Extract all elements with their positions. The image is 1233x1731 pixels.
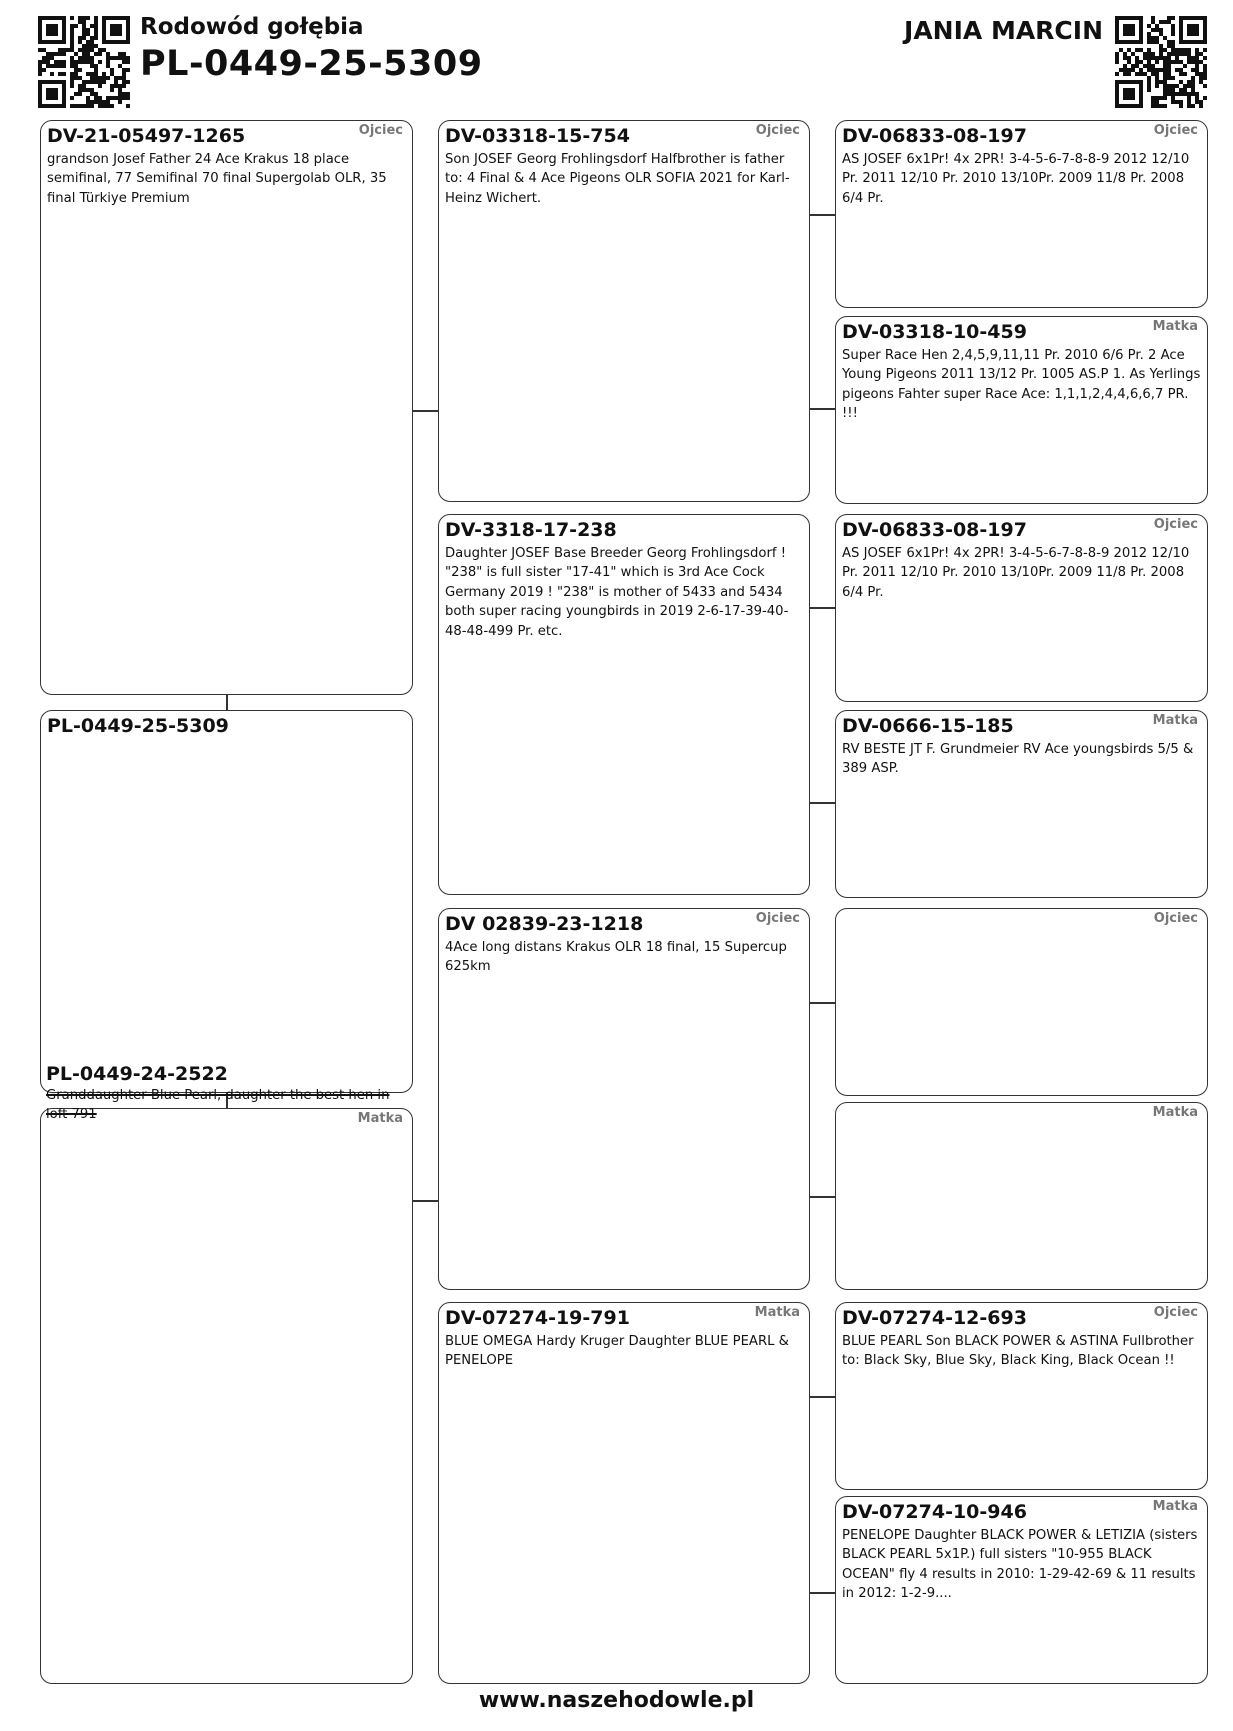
connector-line — [412, 410, 438, 412]
description: BLUE OMEGA Hardy Kruger Daughter BLUE PEARL & PENELOPE — [445, 1334, 789, 1369]
description: Super Race Hen 2,4,5,9,11,11 Pr. 2010 6/6 Pr. 2 Ace Young Pigeons 2011 13/12 Pr. 1005 AS.P 1. As Yerlings pigeons Fahter super Race Ace: 1,1,1,2,4,4,6,6,7 PR. !!! — [842, 348, 1201, 422]
owner-name: JANIA MARCIN — [904, 16, 1103, 45]
ring-number: PL-0449-24-2522 — [46, 1063, 228, 1085]
pedigree-box-mm — [438, 1302, 810, 1684]
description: Daughter JOSEF Base Breeder Georg Frohlingsdorf ! "238" is full sister "17-41" which is 3rd Ace Cock Germany 2019 ! "238" is mother of 5433 and 5434 both super racing youngbirds in 2019 2-6-17-39-40-48-48-499 Pr. etc. — [445, 546, 789, 639]
pedigree-box-fmm — [835, 710, 1208, 898]
ring-number: DV-07274-12-693 — [842, 1307, 1027, 1329]
sex-label: Matka — [1152, 319, 1198, 334]
description: RV BESTE JT F. Grundmeier RV Ace youngsbirds 5/5 & 389 ASP. — [842, 742, 1194, 777]
sex-label: Ojciec — [1153, 517, 1198, 532]
ring-number: DV-03318-10-459 — [842, 321, 1027, 343]
pedigree-box-fm — [438, 514, 810, 895]
sex-label: Matka — [1152, 713, 1198, 728]
pedigree-box-ffm — [835, 316, 1208, 504]
ring-number: PL-0449-25-5309 — [47, 715, 229, 737]
pedigree-box-mfm — [835, 1102, 1208, 1290]
pedigree-box-mf — [438, 908, 810, 1290]
connector-line — [809, 1592, 835, 1594]
sex-label: Ojciec — [358, 123, 403, 138]
pedigree-box-father — [40, 120, 413, 695]
sex-label: Ojciec — [1153, 123, 1198, 138]
description: 4Ace long distans Krakus OLR 18 final, 15 Supercup 625km — [445, 940, 787, 975]
description: Son JOSEF Georg Frohlingsdorf Halfbrother is father to: 4 Final & 4 Ace Pigeons OLR SOFIA 2021 for Karl-Heinz Wichert. — [445, 152, 790, 206]
sex-label: Ojciec — [1153, 1305, 1198, 1320]
pedigree-box-mff — [835, 908, 1208, 1096]
sex-label: Matka — [754, 1305, 800, 1320]
pedigree-box-ff — [438, 120, 810, 502]
sex-label: Matka — [1152, 1499, 1198, 1514]
footer-website: www.naszehodowle.pl — [478, 1688, 755, 1713]
ring-number: DV-06833-08-197 — [842, 125, 1027, 147]
pedigree-box-subject — [40, 710, 413, 1093]
ring-number: DV-0666-15-185 — [842, 715, 1014, 737]
connector-line — [809, 1002, 835, 1004]
connector-line — [809, 1396, 835, 1398]
ring-number: DV-07274-19-791 — [445, 1307, 630, 1329]
ring-number: DV-21-05497-1265 — [47, 125, 246, 147]
qr-code-icon — [38, 16, 130, 108]
description: AS JOSEF 6x1Pr! 4x 2PR! 3-4-5-6-7-8-8-9 2012 12/10 Pr. 2011 12/10 Pr. 2010 13/10Pr. 2009 11/8 Pr. 2008 6/4 Pr. — [842, 152, 1190, 206]
pedigree-box-fmf — [835, 514, 1208, 702]
sex-label: Ojciec — [755, 123, 800, 138]
description: grandson Josef Father 24 Ace Krakus 18 place semifinal, 77 Semifinal 70 final Supergolab OLR, 35 final Türkiye Premium — [47, 152, 387, 206]
pedigree-box-mmm — [835, 1496, 1208, 1684]
ring-number: DV-07274-10-946 — [842, 1501, 1027, 1523]
description: Granddaughter Blue Pearl, daughter the best hen in loft 791 — [46, 1088, 390, 1123]
ring-number: DV-03318-15-754 — [445, 125, 630, 147]
connector-line — [809, 408, 835, 410]
connector-line — [809, 607, 835, 609]
description: BLUE PEARL Son BLACK POWER & ASTINA Fullbrother to: Black Sky, Blue Sky, Black King, Black Ocean !! — [842, 1334, 1194, 1369]
pedigree-box-mother — [40, 1108, 413, 1684]
connector-line — [412, 1200, 438, 1202]
connector-line — [809, 802, 835, 804]
pedigree-box-fff — [835, 120, 1208, 308]
description: AS JOSEF 6x1Pr! 4x 2PR! 3-4-5-6-7-8-8-9 2012 12/10 Pr. 2011 12/10 Pr. 2010 13/10Pr. 2009 11/8 Pr. 2008 6/4 Pr. — [842, 546, 1190, 600]
description: PENELOPE Daughter BLACK POWER & LETIZIA (sisters BLACK PEARL 5x1P.) full sisters "10-955 BLACK OCEAN" fly 4 results in 2010: 1-29-42-69 & 11 results in 2012: 1-2-9.... — [842, 1528, 1198, 1602]
sex-label: Matka — [1152, 1105, 1198, 1120]
qr-code-icon — [1115, 16, 1207, 108]
document-label: Rodowód gołębia — [140, 14, 364, 40]
sex-label: Ojciec — [1153, 911, 1198, 926]
ring-number: DV-3318-17-238 — [445, 519, 617, 541]
connector-line — [226, 693, 228, 710]
sex-label: Matka — [357, 1111, 403, 1126]
connector-line — [809, 1196, 835, 1198]
ring-number: DV 02839-23-1218 — [445, 913, 644, 935]
sex-label: Ojciec — [755, 911, 800, 926]
ring-number: DV-06833-08-197 — [842, 519, 1027, 541]
connector-line — [809, 214, 835, 216]
pigeon-ring-number: PL-0449-25-5309 — [140, 44, 483, 84]
pedigree-box-mmf — [835, 1302, 1208, 1490]
